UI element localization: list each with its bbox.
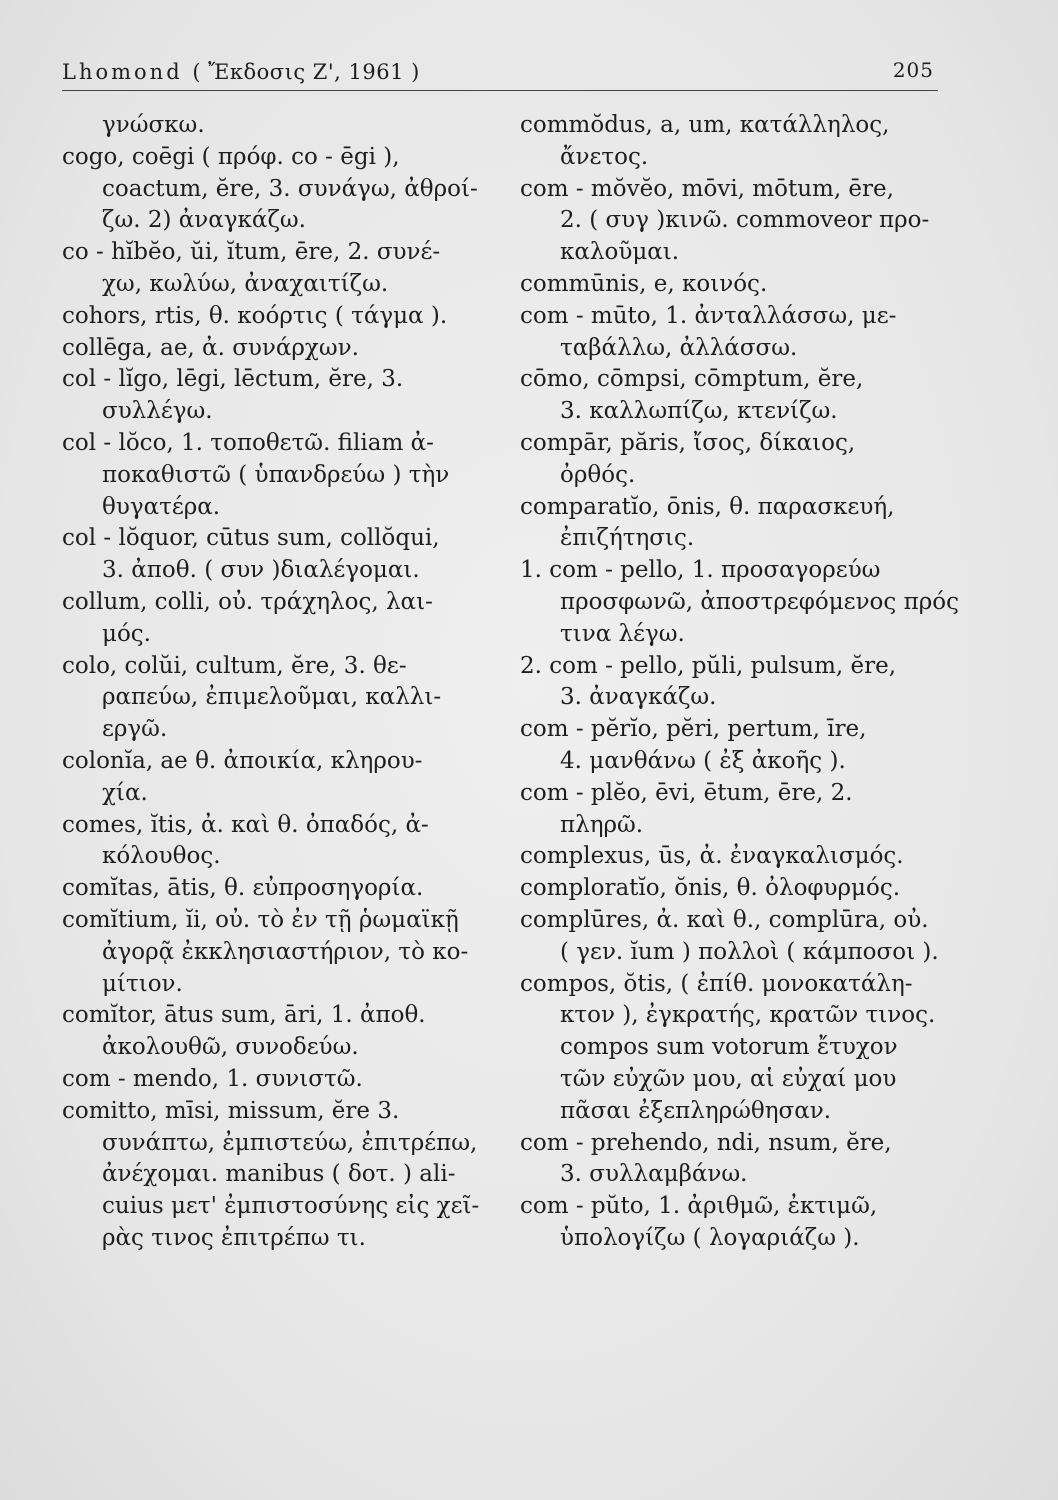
- dictionary-line: ἀκολουθῶ, συνοδεύω.: [102, 1034, 359, 1061]
- dictionary-line: εργῶ.: [102, 716, 168, 743]
- dictionary-line: τῶν εὐχῶν μου, αἱ εὐχαί μου: [560, 1065, 897, 1092]
- dictionary-line: τινα λέγω.: [560, 620, 685, 647]
- dictionary-line: 3. συλλαμβάνω.: [560, 1161, 748, 1188]
- dictionary-line: ποκαθιστῶ ( ὑπανδρεύω ) τὴν: [102, 461, 450, 488]
- dictionary-line: coactum, ĕre, 3. συνάγω, ἀθροί-: [102, 175, 478, 202]
- dictionary-line: ζω. 2) ἀναγκάζω.: [102, 207, 306, 234]
- dictionary-line: colo, colŭi, cultum, ĕre, 3. θε-: [62, 652, 407, 679]
- dictionary-line: ( γεν. ĭum ) πολλοὶ ( κάμποσοι ).: [560, 938, 939, 965]
- dictionary-line: colonĭa, ae θ. ἀποικία, κληρου-: [62, 747, 423, 774]
- dictionary-line: compos sum votorum ἔτυχον: [560, 1034, 898, 1061]
- running-title: [62, 60, 420, 84]
- dictionary-line: compār, păris, ἴσος, δίκαιος,: [520, 429, 856, 456]
- dictionary-line: ραπεύω, ἐπιμελοῦμαι, καλλι-: [102, 684, 442, 711]
- dictionary-line: 1. com - pello, 1. προσαγορεύω: [520, 557, 881, 584]
- dictionary-line: col - lŏco, 1. τοποθετῶ. filiam ἀ-: [62, 429, 434, 456]
- dictionary-line: πᾶσαι ἐξεπληρώθησαν.: [560, 1097, 832, 1124]
- dictionary-line: χω, κωλύω, ἀναχαιτίζω.: [102, 270, 389, 297]
- dictionary-line: complūres, ἀ. καὶ θ., complūra, οὐ.: [520, 906, 929, 933]
- dictionary-line: com - pĕrĭo, pĕri, pertum, īre,: [520, 716, 867, 743]
- dictionary-line: κτον ), ἐγκρατής, κρατῶν τινος.: [560, 1002, 936, 1029]
- dictionary-line: com - mūto, 1. ἀνταλλάσσω, με-: [520, 302, 897, 329]
- dictionary-line: προσφωνῶ, ἀποστρεφόμενος πρός: [560, 588, 959, 615]
- dictionary-line: 4. μανθάνω ( ἐξ ἀκοῆς ).: [560, 747, 846, 774]
- dictionary-line: χία.: [102, 779, 148, 806]
- dictionary-line: cogo, coēgi ( πρόφ. co - ēgi ),: [62, 143, 400, 170]
- page-header: [62, 50, 938, 91]
- dictionary-line: collēga, ae, ἀ. συνάρχων.: [62, 334, 359, 361]
- book-title: Lhomond: [62, 60, 183, 84]
- dictionary-line: cuius μετ' ἐμπιστοσύνης εἰς χεῖ-: [102, 1193, 480, 1220]
- dictionary-line: καλοῦμαι.: [560, 239, 680, 266]
- dictionary-line: com - pŭto, 1. ἀριθμῶ, ἐκτιμῶ,: [520, 1193, 878, 1220]
- dictionary-line: ἐπιζήτησις.: [560, 525, 695, 552]
- dictionary-line: co - hĭbĕo, ŭi, ĭtum, ēre, 2. συνέ-: [62, 239, 441, 266]
- dictionary-line: συνάπτω, ἐμπιστεύω, ἐπιτρέπω,: [102, 1129, 478, 1156]
- dictionary-line: com - mŏvĕo, mōvi, mōtum, ēre,: [520, 175, 894, 202]
- dictionary-line: ὀρθός.: [560, 461, 636, 488]
- dictionary-line: comes, ĭtis, ἀ. καὶ θ. ὀπαδός, ἀ-: [62, 811, 429, 838]
- dictionary-line: comitto, mīsi, missum, ĕre 3.: [62, 1097, 400, 1124]
- dictionary-line: ἀνέχομαι. manibus ( δοτ. ) ali-: [102, 1161, 456, 1188]
- right-column: [520, 110, 968, 1255]
- dictionary-line: cōmo, cōmpsi, cōmptum, ĕre,: [520, 366, 864, 393]
- dictionary-line: collum, colli, οὐ. τράχηλος, λαι-: [62, 588, 433, 615]
- dictionary-line: ὑπολογίζω ( λογαριάζω ).: [560, 1224, 860, 1251]
- dictionary-line: col - lŏquor, cūtus sum, collŏqui,: [62, 525, 440, 552]
- dictionary-line: comĭtor, ātus sum, āri, 1. ἀποθ.: [62, 1002, 426, 1029]
- dictionary-line: com - mendo, 1. συνιστῶ.: [62, 1065, 363, 1092]
- dictionary-line: γνώσκω.: [102, 112, 205, 138]
- page-number: 205: [892, 58, 934, 82]
- dictionary-line: com - prehendo, ndi, nsum, ĕre,: [520, 1129, 892, 1156]
- dictionary-line: ἄνετος.: [560, 143, 649, 170]
- dictionary-line: συλλέγω.: [102, 398, 213, 425]
- dictionary-line: κόλουθος.: [102, 843, 221, 870]
- dictionary-line: μίτιον.: [102, 970, 183, 997]
- dictionary-line: 2. com - pello, pŭli, pulsum, ĕre,: [520, 652, 897, 679]
- dictionary-line: 3. καλλωπίζω, κτενίζω.: [560, 398, 838, 425]
- dictionary-line: comparatĭo, ōnis, θ. παρασκευή,: [520, 493, 895, 520]
- edition-label: ( Ἔκδοσις Ζ', 1961 ): [192, 60, 420, 84]
- dictionary-line: ταβάλλω, ἀλλάσσω.: [560, 334, 798, 361]
- dictionary-line: θυγατέρα.: [102, 493, 221, 520]
- dictionary-line: compos, ŏtis, ( ἐπίθ. μονοκατάλη-: [520, 970, 913, 997]
- dictionary-line: 3. ἀναγκάζω.: [560, 684, 717, 711]
- dictionary-line: μός.: [102, 620, 151, 647]
- dictionary-line: commŏdus, a, um, κατάλληλος,: [520, 112, 890, 138]
- dictionary-line: com - plĕo, ēvi, ētum, ēre, 2.: [520, 779, 853, 806]
- dictionary-line: commūnis, e, κοινός.: [520, 270, 768, 297]
- dictionary-line: 3. ἀποθ. ( συν )διαλέγομαι.: [102, 557, 420, 584]
- dictionary-line: 2. ( συγ )κινῶ. commoveor προ-: [560, 207, 930, 234]
- dictionary-line: comĭtas, ātis, θ. εὐπροσηγορία.: [62, 875, 424, 902]
- dictionary-line: ρὰς τινος ἐπιτρέπω τι.: [102, 1224, 366, 1251]
- dictionary-line: ἀγορᾷ ἐκκλησιαστήριον, τὸ κο-: [102, 938, 469, 965]
- dictionary-line: cohors, rtis, θ. κοόρτις ( τάγμα ).: [62, 302, 448, 329]
- dictionary-line: col - lĭgo, lēgi, lēctum, ĕre, 3.: [62, 366, 404, 393]
- left-column: [62, 110, 510, 1255]
- dictionary-line: comploratĭo, ŏnis, θ. ὀλοφυρμός.: [520, 875, 901, 902]
- dictionary-line: πληρῶ.: [560, 811, 644, 838]
- dictionary-line: complexus, ūs, ἀ. ἐναγκαλισμός.: [520, 843, 904, 870]
- dictionary-line: comĭtium, ĭi, οὐ. τὸ ἐν τῇ ῥωμαϊκῇ: [62, 906, 459, 933]
